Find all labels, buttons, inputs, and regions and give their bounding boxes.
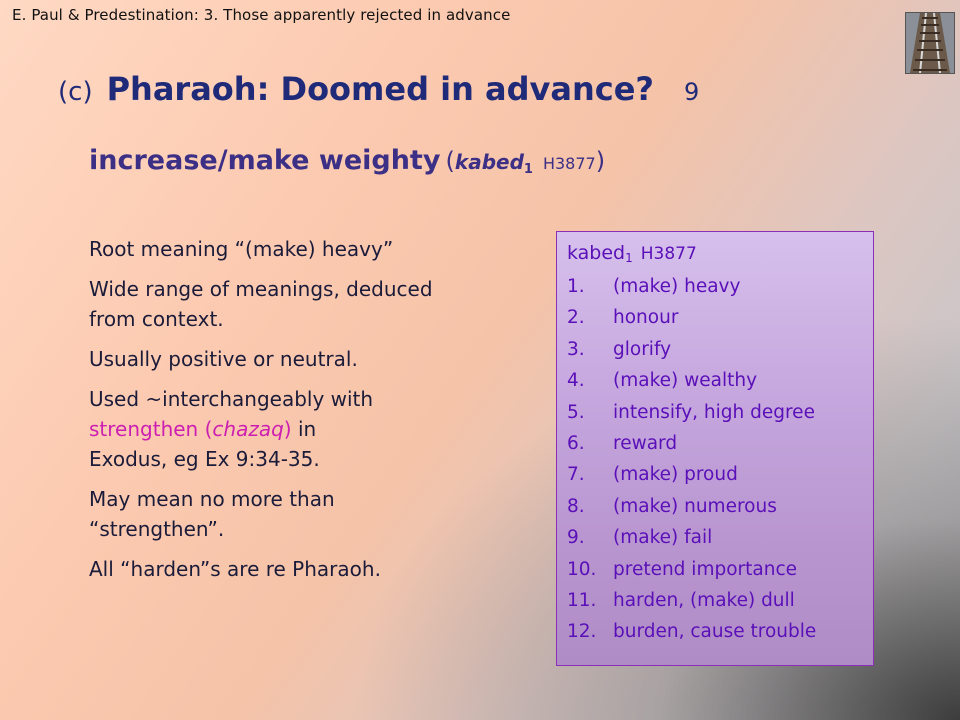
list-item	[567, 334, 873, 365]
list-item	[567, 428, 873, 459]
note-in-text: in	[291, 417, 317, 441]
subtitle-word: kabed	[454, 150, 524, 174]
list-item	[567, 365, 873, 396]
definition-box	[556, 231, 874, 666]
definition-word: kabed	[567, 242, 626, 264]
slide-subtitle	[89, 145, 605, 177]
list-item	[567, 459, 873, 490]
item-text: (make) fail	[613, 527, 713, 549]
list-item	[567, 522, 873, 553]
item-text: (make) proud	[613, 464, 738, 486]
note-wide-range: Wide range of meanings, deduced from context.	[89, 277, 433, 331]
item-number: 11.	[567, 589, 597, 611]
chazaq-word: chazaq	[212, 417, 284, 441]
list-item	[567, 271, 873, 302]
list-item	[567, 616, 873, 647]
list-item	[567, 491, 873, 522]
subtitle-text: increase/make weighty	[89, 145, 441, 176]
item-number: 12.	[567, 621, 597, 643]
item-number: 1.	[567, 276, 585, 297]
item-number: 6.	[567, 432, 585, 454]
slide-breadcrumb: E. Paul & Predestination: 3. Those apparently rejected in advance	[12, 6, 511, 24]
item-text: (make) heavy	[613, 276, 741, 297]
definition-list	[567, 271, 873, 648]
item-number: 4.	[567, 370, 585, 392]
list-item	[567, 585, 873, 616]
slide-number: 9	[683, 78, 700, 106]
subtitle-code: H3877	[542, 154, 596, 173]
item-text: burden, cause trouble	[613, 621, 817, 643]
close-paren: )	[595, 147, 606, 175]
item-number: 8.	[567, 495, 585, 517]
definition-heading	[567, 242, 873, 265]
highlight-text-b: )	[283, 417, 292, 441]
list-item	[567, 397, 873, 428]
item-number: 10.	[567, 558, 597, 580]
slide-title	[58, 70, 699, 108]
strengthen-highlight	[89, 417, 292, 441]
note-may-mean: May mean no more than “strengthen”.	[89, 487, 335, 541]
note-exodus-ref: Exodus, eg Ex 9:34-35.	[89, 447, 320, 471]
note-all-harden: All “harden”s are re Pharaoh.	[89, 557, 381, 581]
item-text: intensify, high degree	[613, 401, 815, 423]
note-root-meaning: Root meaning “(make) heavy”	[89, 237, 394, 261]
item-text: (make) numerous	[613, 495, 777, 517]
railway-track-icon	[905, 12, 955, 74]
note-interchangeable-text: Used ~interchangeably with	[89, 387, 374, 411]
item-number: 5.	[567, 401, 585, 423]
title-text: Pharaoh: Doomed in advance?	[106, 70, 654, 108]
definition-subscript: 1	[625, 251, 633, 265]
item-text: honour	[613, 307, 679, 329]
subtitle-subscript: 1	[523, 162, 533, 177]
highlight-text-a: strengthen (	[89, 417, 213, 441]
item-text: pretend importance	[613, 558, 798, 580]
item-text: reward	[613, 432, 678, 454]
list-item	[567, 302, 873, 333]
section-label: (c)	[58, 77, 93, 107]
list-item	[567, 554, 873, 585]
item-number: 7.	[567, 464, 585, 486]
note-interchangeable	[89, 384, 449, 474]
item-text: glorify	[613, 338, 672, 360]
item-text: (make) wealthy	[613, 370, 758, 392]
open-paren: (	[445, 147, 455, 175]
note-usually-positive: Usually positive or neutral.	[89, 347, 358, 371]
notes-column	[89, 234, 449, 594]
item-number: 2.	[567, 307, 585, 329]
item-number: 9.	[567, 527, 585, 549]
item-text: harden, (make) dull	[613, 589, 795, 611]
definition-code: H3877	[640, 244, 697, 264]
item-number: 3.	[567, 338, 585, 360]
